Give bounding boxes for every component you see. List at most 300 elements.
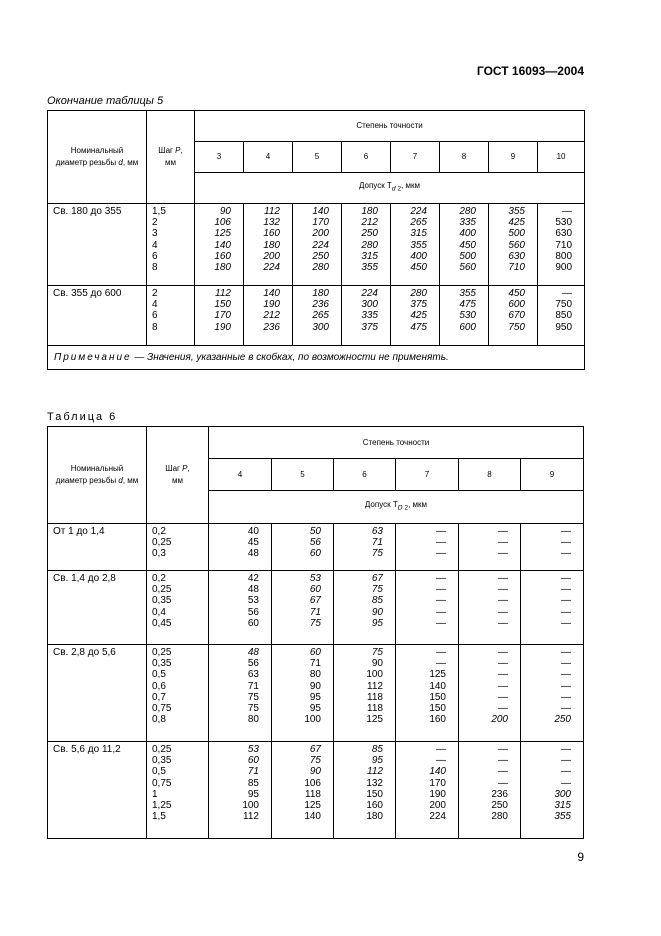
step-value: 0,35: [152, 755, 172, 767]
table6: [47, 426, 584, 839]
tolerance-value: —: [436, 548, 446, 560]
tolerance-cell: [391, 286, 440, 346]
step-value: 0,75: [152, 703, 172, 715]
tolerance-value: 125: [366, 714, 383, 726]
tolerance-value: 475: [459, 299, 476, 311]
tolerance-cell: [391, 204, 440, 286]
step-value: 0,5: [152, 766, 166, 778]
tolerance-cell: [209, 645, 272, 742]
tolerance-value: —: [498, 537, 508, 549]
tolerance-value: 250: [554, 714, 571, 726]
tolerance-value: 63: [247, 669, 259, 681]
tolerance-value: 530: [459, 310, 476, 322]
tolerance-value: 670: [508, 310, 525, 322]
tolerance-value: 500: [459, 250, 476, 262]
tolerance-value: 250: [491, 800, 508, 812]
tolerance-value: 60: [309, 647, 321, 658]
note-text: — Значения, указанные в скобках, по возможности не применять.: [131, 352, 449, 363]
step-value: 0,4: [152, 606, 166, 618]
tolerance-value: 85: [371, 595, 383, 607]
tolerance-value: —: [436, 584, 446, 596]
tolerance-value: —: [436, 606, 446, 618]
row-steps: [147, 204, 195, 286]
tolerance-value: —: [561, 680, 571, 692]
tolerance-value: —: [498, 658, 508, 670]
step-value: 0,25: [152, 537, 172, 549]
table5-head-step: Шаг P, мм: [147, 111, 195, 204]
table5-grade-6: 6: [342, 142, 391, 173]
tolerance-cell: [396, 524, 459, 571]
step-value: 0,6: [152, 680, 166, 692]
tolerance-value: —: [498, 526, 508, 537]
step-value: 1,5: [152, 206, 166, 217]
tolerance-value: 75: [247, 703, 259, 715]
table-row: [48, 204, 585, 286]
step-value: 4: [152, 299, 158, 311]
tolerance-value: 355: [361, 262, 378, 274]
tolerance-value: 170: [214, 310, 231, 322]
tolerance-value: 60: [247, 755, 259, 767]
tolerance-value: 75: [309, 755, 321, 767]
tolerance-value: 425: [410, 310, 427, 322]
tolerance-value: 140: [304, 811, 321, 823]
tolerance-value: 200: [491, 714, 508, 726]
step-value: 1,25: [152, 800, 172, 812]
tolerance-value: 106: [304, 777, 321, 789]
tolerance-cell: [459, 524, 521, 571]
step-value: 2: [152, 288, 158, 299]
table5-grade-10: 10: [538, 142, 585, 173]
tolerance-value: 53: [247, 744, 259, 755]
table5-grade-5: 5: [293, 142, 342, 173]
tolerance-value: 850: [555, 310, 573, 322]
tolerance-cell: [272, 742, 334, 839]
tolerance-value: 95: [371, 617, 383, 629]
tolerance-cell: [521, 571, 584, 645]
table5-grade-7: 7: [391, 142, 440, 173]
step-value: 2: [152, 217, 158, 229]
tolerance-value: 630: [555, 228, 573, 240]
tolerance-value: 180: [361, 206, 378, 217]
tolerance-value: 95: [309, 691, 321, 703]
tolerance-value: 106: [214, 217, 231, 229]
tolerance-value: 95: [247, 788, 259, 800]
tolerance-value: —: [498, 584, 508, 596]
table5-grade-4: 4: [244, 142, 293, 173]
step-value: 4: [152, 239, 158, 251]
tolerance-value: 236: [312, 299, 329, 311]
tolerance-value: 450: [410, 262, 427, 274]
table6-grade-8: 8: [459, 459, 521, 491]
tolerance-cell: [440, 286, 489, 346]
tolerance-value: 95: [371, 755, 383, 767]
tolerance-value: 45: [247, 537, 259, 549]
tolerance-value: 750: [555, 299, 573, 311]
tolerance-value: 224: [410, 206, 427, 217]
tolerance-value: 80: [247, 714, 259, 726]
table-row: [48, 571, 584, 645]
tolerance-value: —: [498, 669, 508, 681]
tolerance-cell: [459, 742, 521, 839]
tolerance-value: 355: [410, 239, 427, 251]
step-value: 8: [152, 321, 158, 333]
tolerance-value: 85: [247, 777, 259, 789]
tolerance-value: 315: [410, 228, 427, 240]
tolerance-value: 190: [263, 299, 280, 311]
tolerance-value: —: [562, 288, 573, 299]
tolerance-value: 67: [309, 744, 321, 755]
tolerance-value: 71: [309, 606, 321, 618]
step-value: 3: [152, 228, 158, 240]
table6-head-tolerance: Допуск $T_{D 2}$, мкм: [209, 491, 584, 524]
tolerance-value: —: [561, 595, 571, 607]
tolerance-value: 224: [429, 811, 446, 823]
tolerance-value: 71: [309, 658, 321, 670]
tolerance-cell: [195, 204, 244, 286]
tolerance-value: —: [436, 755, 446, 767]
tolerance-value: 355: [554, 811, 571, 823]
step-value: 0,8: [152, 714, 166, 726]
tolerance-value: —: [498, 766, 508, 778]
table5: [47, 110, 585, 370]
tolerance-value: 335: [459, 217, 476, 229]
tolerance-value: 80: [309, 669, 321, 681]
tolerance-value: —: [436, 647, 446, 658]
row-steps: [147, 524, 209, 571]
step-value: 6: [152, 310, 158, 322]
tolerance-value: 200: [263, 250, 280, 262]
tolerance-value: 530: [555, 217, 573, 229]
row-diameter: От 1 до 1,4: [48, 524, 147, 571]
tolerance-value: —: [498, 744, 508, 755]
tolerance-value: 118: [367, 703, 383, 715]
tolerance-value: 180: [263, 239, 280, 251]
tolerance-cell: [342, 286, 391, 346]
tolerance-cell: [521, 742, 584, 839]
table6-grade-9: 9: [521, 459, 584, 491]
step-value: 6: [152, 250, 158, 262]
tolerance-value: —: [498, 691, 508, 703]
tolerance-value: 60: [247, 617, 259, 629]
tolerance-value: 315: [361, 250, 378, 262]
tolerance-value: 300: [554, 788, 571, 800]
table-row: [48, 524, 584, 571]
tolerance-value: —: [561, 584, 571, 596]
note-label: Примечание: [54, 352, 132, 363]
tolerance-cell: [334, 645, 396, 742]
tolerance-cell: [293, 286, 342, 346]
table-row: [48, 286, 585, 346]
tolerance-value: —: [498, 680, 508, 692]
tolerance-value: 600: [459, 321, 476, 333]
tolerance-value: 250: [361, 228, 378, 240]
tolerance-cell: [209, 571, 272, 645]
tolerance-value: 90: [371, 658, 383, 670]
tolerance-value: 100: [366, 669, 383, 681]
row-steps: [147, 286, 195, 346]
tolerance-cell: [244, 204, 293, 286]
tolerance-value: —: [498, 573, 508, 584]
tolerance-value: 60: [309, 548, 321, 560]
tolerance-value: 710: [555, 239, 573, 251]
tolerance-cell: [209, 524, 272, 571]
tolerance-value: 75: [371, 647, 383, 658]
tolerance-value: 950: [555, 321, 573, 333]
tolerance-value: 160: [263, 228, 280, 240]
tolerance-value: 150: [429, 691, 446, 703]
tolerance-value: 180: [312, 288, 329, 299]
tolerance-value: —: [498, 617, 508, 629]
tolerance-cell: [244, 286, 293, 346]
tolerance-value: 75: [309, 617, 321, 629]
tolerance-cell: [440, 204, 489, 286]
tolerance-value: —: [561, 755, 571, 767]
tolerance-value: 224: [361, 288, 378, 299]
tolerance-cell: [272, 645, 334, 742]
tolerance-value: 71: [247, 680, 259, 692]
tolerance-value: —: [436, 744, 446, 755]
tolerance-value: 355: [459, 288, 476, 299]
tolerance-value: —: [498, 777, 508, 789]
tolerance-value: 560: [459, 262, 476, 274]
step-value: 0,5: [152, 669, 166, 681]
table5-note: [48, 346, 585, 370]
row-diameter: Св. 2,8 до 5,6: [48, 645, 147, 742]
tolerance-value: 180: [366, 811, 383, 823]
tolerance-value: 200: [429, 800, 446, 812]
tolerance-cell: [459, 571, 521, 645]
tolerance-value: 60: [309, 584, 321, 596]
tolerance-value: 112: [367, 680, 383, 692]
tolerance-value: 160: [429, 714, 446, 726]
step-value: 0,7: [152, 691, 166, 703]
tolerance-value: 71: [371, 537, 383, 549]
tolerance-value: 224: [312, 239, 329, 251]
tolerance-value: 212: [361, 217, 378, 229]
tolerance-value: 56: [309, 537, 321, 549]
tolerance-cell: [538, 286, 585, 346]
tolerance-value: —: [561, 744, 571, 755]
tolerance-value: 140: [214, 239, 231, 251]
table5-head-diameter: Номинальный диаметр резьбы d, мм: [48, 111, 147, 204]
tolerance-value: 132: [366, 777, 383, 789]
page-number: 9: [577, 850, 584, 864]
tolerance-value: 125: [429, 669, 446, 681]
tolerance-value: 140: [263, 288, 280, 299]
step-value: 0,2: [152, 526, 166, 537]
tolerance-value: —: [436, 526, 446, 537]
tolerance-value: 375: [410, 299, 427, 311]
tolerance-value: 40: [247, 526, 259, 537]
tolerance-value: 224: [263, 262, 280, 274]
tolerance-cell: [396, 645, 459, 742]
tolerance-value: 90: [309, 766, 321, 778]
table6-head-diameter: Номинальный диаметр резьбы d, мм: [48, 427, 147, 524]
tolerance-cell: [272, 571, 334, 645]
tolerance-cell: [521, 645, 584, 742]
table5-head-tolerance: Допуск $T_{d 2}$, мкм: [195, 173, 585, 204]
step-value: 8: [152, 262, 158, 274]
tolerance-value: 280: [491, 811, 508, 823]
tolerance-value: 53: [247, 595, 259, 607]
tolerance-value: —: [498, 703, 508, 715]
tolerance-value: —: [561, 573, 571, 584]
row-steps: [147, 742, 209, 839]
tolerance-value: 150: [366, 788, 383, 800]
tolerance-value: 355: [508, 206, 525, 217]
tolerance-value: 90: [371, 606, 383, 618]
tolerance-value: 375: [361, 321, 378, 333]
tolerance-value: 630: [508, 250, 525, 262]
tolerance-value: 800: [555, 250, 573, 262]
tolerance-value: 125: [304, 800, 321, 812]
tolerance-value: 265: [410, 217, 427, 229]
row-steps: [147, 571, 209, 645]
tolerance-value: 42: [247, 573, 259, 584]
tolerance-value: 50: [309, 526, 321, 537]
step-value: 0,25: [152, 584, 172, 596]
tolerance-value: 280: [459, 206, 476, 217]
tolerance-value: 450: [459, 239, 476, 251]
tolerance-cell: [334, 742, 396, 839]
tolerance-value: —: [561, 606, 571, 618]
tolerance-value: —: [436, 595, 446, 607]
step-value: 0,35: [152, 658, 172, 670]
tolerance-value: 190: [429, 788, 446, 800]
table5-grade-3: 3: [195, 142, 244, 173]
tolerance-value: 140: [312, 206, 329, 217]
step-value: 1: [152, 788, 158, 800]
step-value: 0,75: [152, 777, 172, 789]
tolerance-value: 56: [247, 658, 259, 670]
row-diameter: Св. 5,6 до 11,2: [48, 742, 147, 839]
tolerance-value: —: [561, 617, 571, 629]
tolerance-value: 63: [371, 526, 383, 537]
tolerance-value: 300: [312, 321, 329, 333]
tolerance-value: 400: [459, 228, 476, 240]
tolerance-value: 100: [242, 800, 259, 812]
tolerance-value: 48: [247, 647, 259, 658]
tolerance-value: 118: [367, 691, 383, 703]
tolerance-value: 53: [309, 573, 321, 584]
tolerance-value: 67: [371, 573, 383, 584]
tolerance-value: —: [436, 537, 446, 549]
tolerance-value: 112: [264, 206, 280, 217]
tolerance-value: 560: [508, 239, 525, 251]
tolerance-value: 112: [367, 766, 383, 778]
tolerance-value: 710: [508, 262, 525, 274]
tolerance-value: —: [561, 777, 571, 789]
tolerance-value: —: [562, 206, 573, 217]
tolerance-value: 112: [215, 288, 231, 299]
tolerance-value: 118: [305, 788, 321, 800]
step-value: 0,3: [152, 548, 166, 560]
tolerance-value: —: [436, 617, 446, 629]
table6-grade-4: 4: [209, 459, 272, 491]
tolerance-value: —: [561, 691, 571, 703]
tolerance-value: 300: [361, 299, 378, 311]
tolerance-value: 56: [247, 606, 259, 618]
tolerance-value: 170: [312, 217, 329, 229]
tolerance-value: —: [561, 526, 571, 537]
tolerance-value: 48: [247, 584, 259, 596]
tolerance-cell: [334, 524, 396, 571]
tolerance-value: 190: [214, 321, 231, 333]
tolerance-value: 100: [304, 714, 321, 726]
table5-grade-9: 9: [489, 142, 538, 173]
tolerance-cell: [489, 204, 538, 286]
tolerance-value: 112: [243, 811, 259, 823]
row-diameter: Св. 355 до 600: [48, 286, 147, 346]
row-diameter: Св. 180 до 355: [48, 204, 147, 286]
tolerance-value: —: [436, 573, 446, 584]
tolerance-value: —: [561, 548, 571, 560]
tolerance-value: 160: [214, 250, 231, 262]
tolerance-cell: [538, 204, 585, 286]
step-value: 1,5: [152, 811, 166, 823]
tolerance-value: 132: [263, 217, 280, 229]
tolerance-value: 85: [371, 744, 383, 755]
tolerance-value: 315: [554, 800, 571, 812]
row-steps: [147, 645, 209, 742]
tolerance-value: 400: [410, 250, 427, 262]
tolerance-value: 125: [214, 228, 231, 240]
tolerance-value: —: [498, 755, 508, 767]
table6-head-step: Шаг P, мм: [147, 427, 209, 524]
row-diameter: Св. 1,4 до 2,8: [48, 571, 147, 645]
tolerance-value: 75: [247, 691, 259, 703]
tolerance-value: —: [561, 669, 571, 681]
tolerance-value: 160: [366, 800, 383, 812]
tolerance-value: —: [498, 647, 508, 658]
tolerance-value: —: [561, 647, 571, 658]
tolerance-cell: [396, 571, 459, 645]
tolerance-value: —: [561, 703, 571, 715]
tolerance-value: 90: [219, 206, 231, 217]
tolerance-cell: [272, 524, 334, 571]
standard-number: ГОСТ 16093—2004: [476, 64, 584, 78]
tolerance-value: 90: [309, 680, 321, 692]
tolerance-value: 200: [312, 228, 329, 240]
tolerance-value: 150: [214, 299, 231, 311]
tolerance-cell: [195, 286, 244, 346]
tolerance-cell: [489, 286, 538, 346]
table5-head-accuracy: Степень точности: [195, 111, 585, 142]
tolerance-value: 425: [508, 217, 525, 229]
table6-grade-6: 6: [334, 459, 396, 491]
table5-caption: Окончание таблицы 5: [47, 95, 164, 107]
tolerance-value: —: [561, 537, 571, 549]
tolerance-value: 600: [508, 299, 525, 311]
tolerance-value: 212: [263, 310, 280, 322]
table-row: [48, 742, 584, 839]
step-value: 0,25: [152, 647, 172, 658]
tolerance-value: 71: [247, 766, 259, 778]
tolerance-value: 900: [555, 262, 573, 274]
tolerance-value: 265: [312, 310, 329, 322]
tolerance-value: 280: [410, 288, 427, 299]
table6-grade-7: 7: [396, 459, 459, 491]
tolerance-value: 500: [508, 228, 525, 240]
table6-grade-5: 5: [272, 459, 334, 491]
tolerance-value: 150: [429, 703, 446, 715]
step-value: 0,25: [152, 744, 172, 755]
tolerance-value: —: [498, 606, 508, 618]
tolerance-cell: [396, 742, 459, 839]
tolerance-value: 250: [312, 250, 329, 262]
tolerance-value: 450: [508, 288, 525, 299]
tolerance-value: 236: [491, 788, 508, 800]
